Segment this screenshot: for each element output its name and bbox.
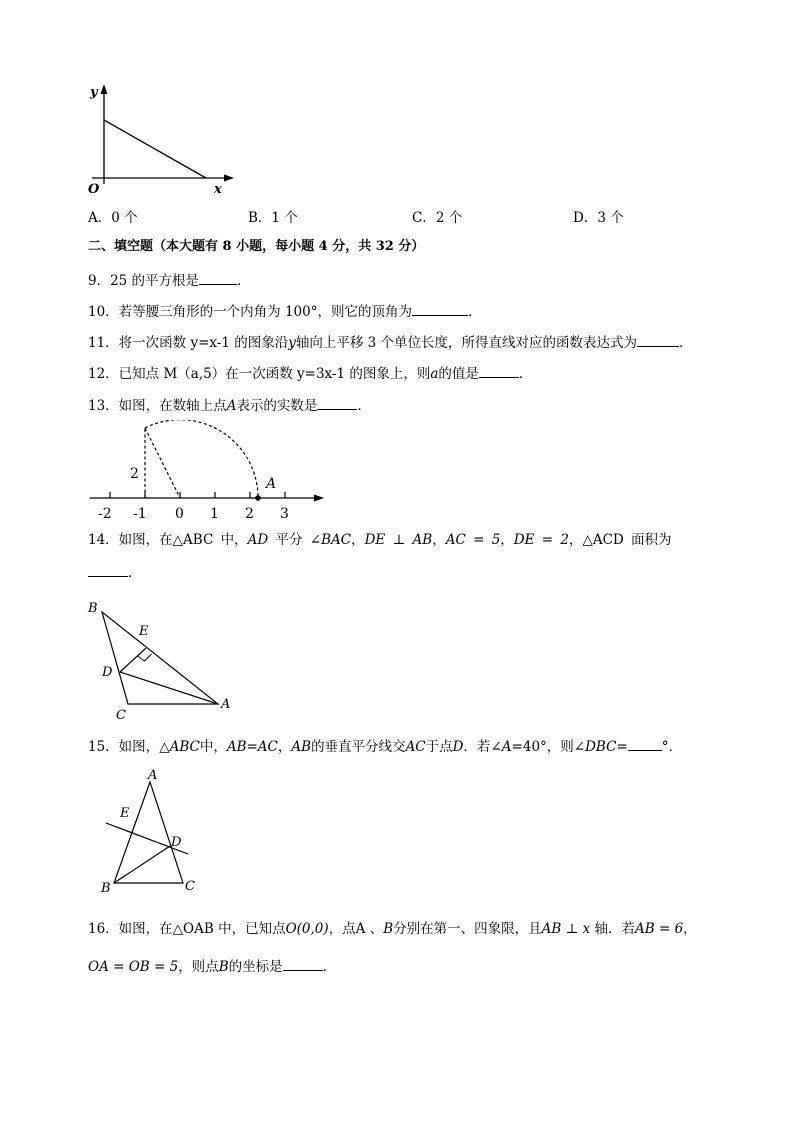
fig15-label-e: E <box>120 806 130 821</box>
question-14 <box>88 531 672 549</box>
q16-ab-eq: AB = 6 <box>635 921 684 937</box>
q9-answer-blank[interactable] <box>199 271 237 285</box>
point-a-label: A <box>266 476 277 492</box>
tick-label-0: 0 <box>175 506 184 522</box>
question-11 <box>88 333 693 352</box>
q11-text-pre: 11．将一次函数 y=x-1 的图象沿 <box>88 335 289 351</box>
q15-ac: AC <box>405 739 426 755</box>
q12-text-post: 的值是 <box>438 366 479 382</box>
tick-label-neg1: -1 <box>133 506 147 522</box>
q16-end: ． <box>322 959 337 975</box>
option-b: B．1 个 <box>248 210 298 226</box>
question-9 <box>88 271 251 290</box>
q13-text-pre: 13．如图，在数轴上点 <box>88 398 227 414</box>
q14-ac-eq: AC = 5 <box>445 532 501 548</box>
fig15-label-b: B <box>101 881 111 896</box>
q14-text-3: ， <box>351 532 365 548</box>
question-10 <box>88 302 482 321</box>
q9-text: 9．25 的平方根是 <box>88 273 200 289</box>
q16-oa-ob-eq: OA = OB = 5 <box>88 959 179 975</box>
q10-text: 10．若等腰三角形的一个内角为 100°，则它的顶角为 <box>88 304 412 320</box>
q15-text-1: 15．如图， <box>88 739 160 755</box>
q14-text-1: 14．如图，在△ABC 中， <box>88 532 248 548</box>
q15-text-3: ， <box>277 739 292 755</box>
q9-end: ． <box>237 273 251 289</box>
q13-var: A <box>226 398 237 414</box>
q16-text-6: ，则点 <box>178 959 219 975</box>
q16-text-1: 16．如图，在△OAB 中，已知点 <box>88 921 286 937</box>
q14-de-eq: DE = 2 <box>513 532 569 548</box>
question-16-line-2 <box>88 957 336 976</box>
fig15-label-d: D <box>171 835 182 850</box>
q12-end: ． <box>518 366 533 382</box>
q15-text-7: =40°，则 <box>511 739 574 755</box>
q14-ad: AD <box>247 532 269 548</box>
fig15-label-a: A <box>148 768 158 783</box>
question-14-line-2 <box>88 563 142 582</box>
tick-label-1: 1 <box>210 506 219 522</box>
q14-text-2: 平分 <box>268 532 310 548</box>
q15-d: D <box>452 739 464 755</box>
fig14-label-e: E <box>139 624 149 639</box>
option-c: C．2 个 <box>412 210 463 226</box>
q13-end: ． <box>357 398 371 414</box>
fig14-label-a: A <box>221 697 231 712</box>
q16-origin-point: O(0,0) <box>285 921 329 937</box>
question-15 <box>88 737 682 756</box>
x-axis-label: x <box>214 182 222 197</box>
question-13 <box>88 396 371 415</box>
q15-text-6: ．若 <box>463 739 491 755</box>
question-12 <box>88 364 532 383</box>
height-label: 2 <box>130 466 139 482</box>
q16-text-7: 的坐标是 <box>228 959 283 975</box>
q12-text-pre: 12．已知点 M（a,5）在一次函数 y=3x-1 的图象上，则 <box>88 366 431 382</box>
q16-answer-blank[interactable] <box>283 957 323 971</box>
q16-text-3: 分别在第一、四象限，且 <box>393 921 542 937</box>
q14-end: ． <box>128 565 142 581</box>
q13-answer-blank[interactable] <box>317 396 357 410</box>
fig14-label-b: B <box>88 601 98 616</box>
q15-text-4: 的垂直平分线交 <box>311 739 406 755</box>
q14-text-4: ， <box>432 532 446 548</box>
fig15-label-c: C <box>185 879 195 894</box>
q10-answer-blank[interactable] <box>412 302 468 316</box>
q11-text-post: 轴向上平移 3 个单位长度，所得直线对应的函数表达式为 <box>295 335 638 351</box>
origin-label: O <box>88 182 100 197</box>
q13-text-post: 表示的实数是 <box>236 398 318 414</box>
option-d: D．3 个 <box>573 210 624 226</box>
triangle-figure-q14 <box>84 596 244 726</box>
q15-answer-blank[interactable] <box>628 737 662 751</box>
triangle-figure-q15 <box>98 766 208 896</box>
q15-end: °． <box>661 739 682 755</box>
q15-text-5: 于点 <box>425 739 453 755</box>
option-a: A．0 个 <box>88 210 138 226</box>
question-16 <box>88 920 697 938</box>
q11-var: y <box>288 335 296 351</box>
q14-text-6: ，△ACD 面积为 <box>568 532 672 548</box>
graph-figure-q8 <box>80 82 240 198</box>
tick-label-3: 3 <box>280 506 289 522</box>
tick-label-neg2: -2 <box>98 506 112 522</box>
q16-text-5: ， <box>683 921 697 937</box>
q14-answer-blank[interactable] <box>88 563 128 577</box>
q14-text-5: ， <box>500 532 514 548</box>
q15-text-2: 中， <box>199 739 227 755</box>
q15-ab-eq-ac: AB=AC <box>226 739 278 755</box>
q15-angle-dbc: ∠DBC <box>573 739 617 755</box>
q11-end: ． <box>679 335 693 351</box>
q16-ab-perp-x: AB ⊥ x <box>541 921 591 937</box>
section-heading: 二、填空题（本大题有 8 小题，每小题 4 分，共 32 分） <box>88 239 425 254</box>
q11-answer-blank[interactable] <box>637 333 679 347</box>
q15-angle-a: ∠A <box>490 739 512 755</box>
tick-label-2: 2 <box>245 506 254 522</box>
q12-var: a <box>430 366 439 382</box>
q12-answer-blank[interactable] <box>479 364 519 378</box>
fig14-label-d: D <box>102 665 113 680</box>
q16-b-2: B <box>218 959 229 975</box>
q10-end: ． <box>468 304 482 320</box>
y-axis-label: y <box>90 85 98 100</box>
q15-ab: AB <box>291 739 312 755</box>
q16-text-2: ，点A 、 <box>328 921 384 937</box>
q14-de-perp-ab: DE ⊥ AB <box>364 532 433 548</box>
q15-text-8: = <box>616 739 628 755</box>
q16-text-4: 轴．若 <box>590 921 635 937</box>
fig14-label-c: C <box>116 708 126 723</box>
q15-triangle: △ABC <box>159 739 200 755</box>
number-line-figure <box>86 420 332 524</box>
q16-b: B <box>383 921 394 937</box>
q14-angle-bac: ∠BAC <box>309 532 352 548</box>
